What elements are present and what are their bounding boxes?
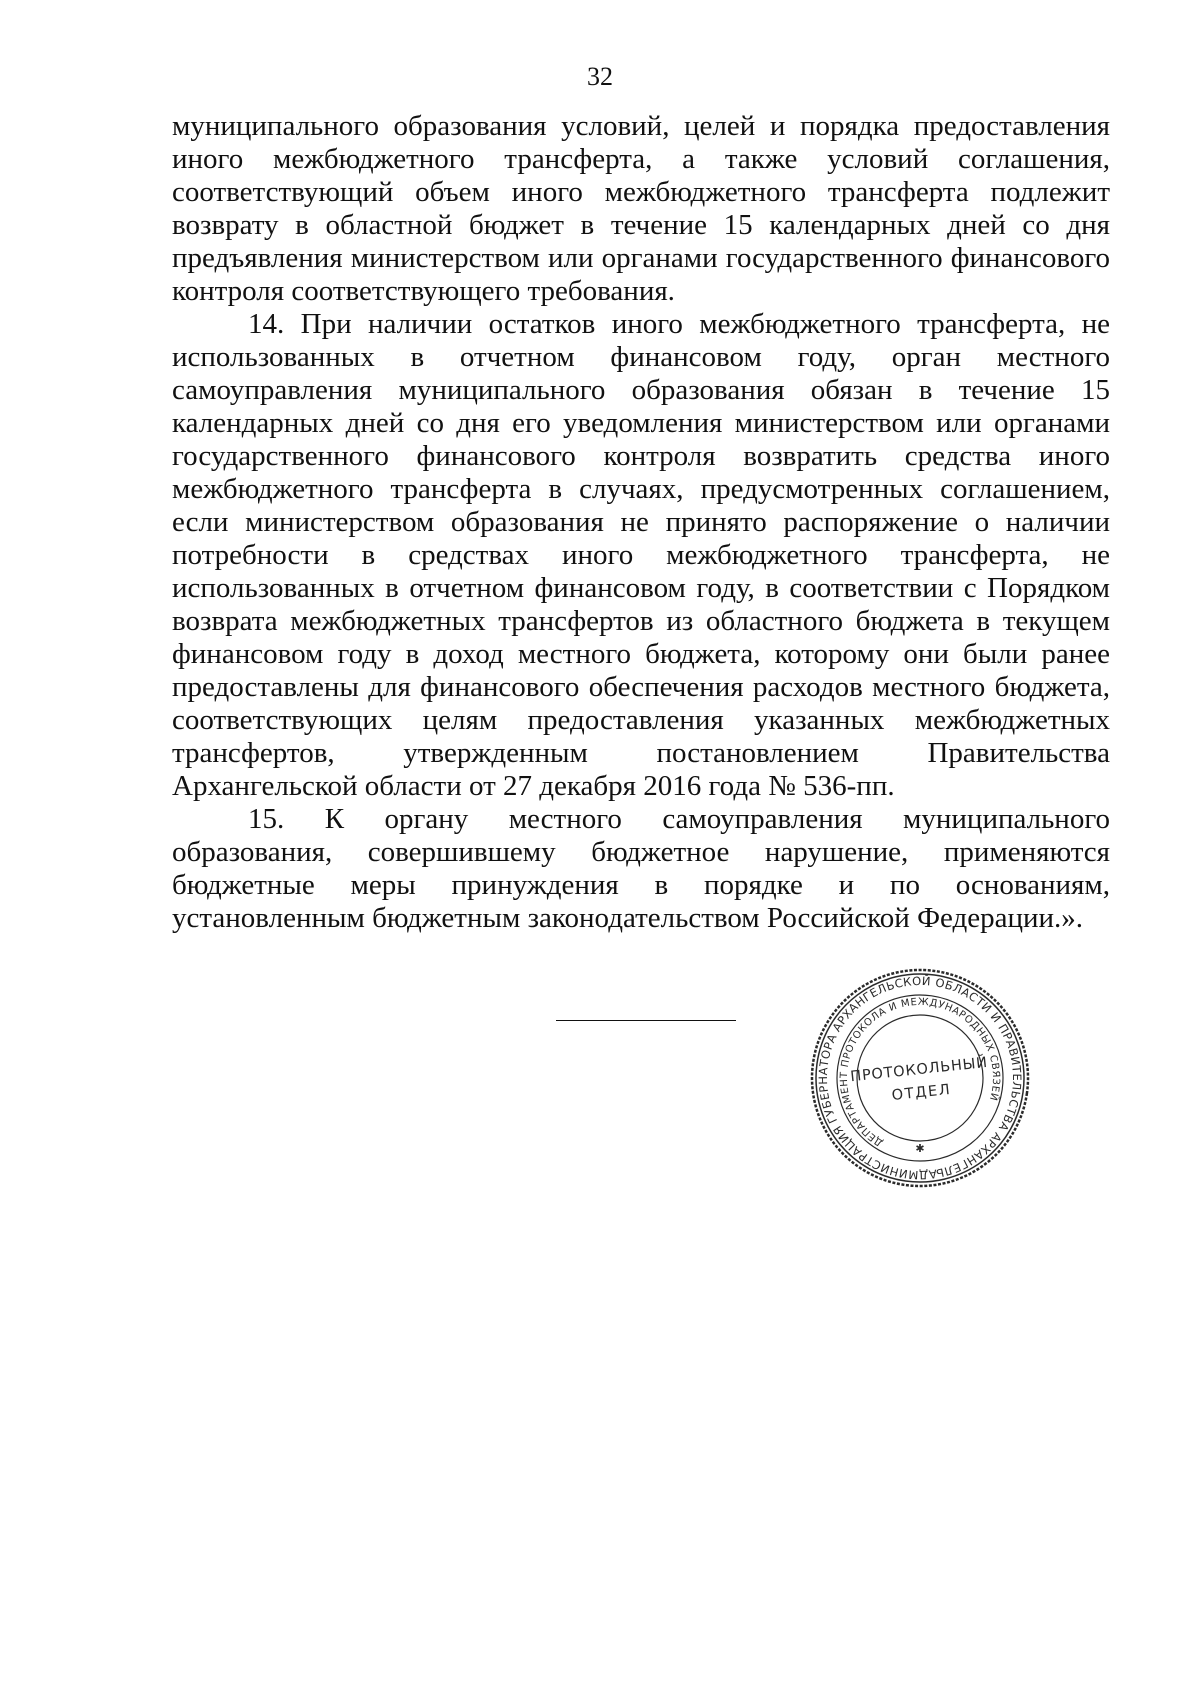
divider-line [556,1020,736,1021]
paragraph-continuation: муниципального образования условий, целей и порядка предоставления иного межбюджетного трансферта, а также условий соглашения, соответствующий объем иного межбюджетного трансферта подлежит возврату в областной бюджет в течение 15 календарных дней со дня предъявления министерством или органами государственного финансового контроля соответствующего требования. [172,110,1110,307]
stamp-center-line1: ПРОТОКОЛЬНЫЙ [849,1054,989,1086]
page-number: 32 [587,62,613,91]
stamp-inner-text: ДЕПАРТАМЕНТ ПРОТОКОЛА И МЕЖДУНАРОДНЫХ СВЯЗЕЙ [838,996,1002,1149]
paragraph-item-15: 15. К органу местного самоуправления муниципального образования, совершившему бюджетное нарушение, применяются бюджетные меры принуждения в порядке и по основаниям, установленным бюджетным законодательством Российской Федерации.». [172,803,1110,934]
paragraph-item-14: 14. При наличии остатков иного межбюджетного трансферта, не использованных в отчетном финансовом году, орган местного самоуправления муниципального образования обязан в течение 15 календарных дней со дня его уведомления министерством или органами государственного финансового контроля возвратить средства иного межбюджетного трансферта в случаях, предусмотренных соглашением, если министерством образования не принято распоряжение о наличии потребности в средствах иного межбюджетного трансферта, не использованных в отчетном финансовом году, в соответствии с Порядком возврата межбюджетных трансфертов из областного бюджета в текущем финансовом году в доход местного бюджета, которому они были ранее предоставлены для финансового обеспечения расходов местного бюджета, соответствующих целям предоставления указанных межбюджетных трансфертов, утвержденным постановлением Правительства Архангельской области от 27 декабря 2016 года № 536-пп. [172,308,1110,802]
official-stamp [808,966,1032,1190]
stamp-outer-text: АДМИНИСТРАЦИЯ ГУБЕРНАТОРА АРХАНГЕЛЬСКОЙ ОБЛАСТИ И ПРАВИТЕЛЬСТВА АРХАНГЕЛЬСКОЙ [815,973,1025,1183]
document-body [172,110,1110,935]
svg-text:✱: ✱ [915,1142,925,1155]
stamp-center-line2: ОТДЕЛ [891,1081,953,1104]
stamp-star-icon [915,1142,924,1155]
